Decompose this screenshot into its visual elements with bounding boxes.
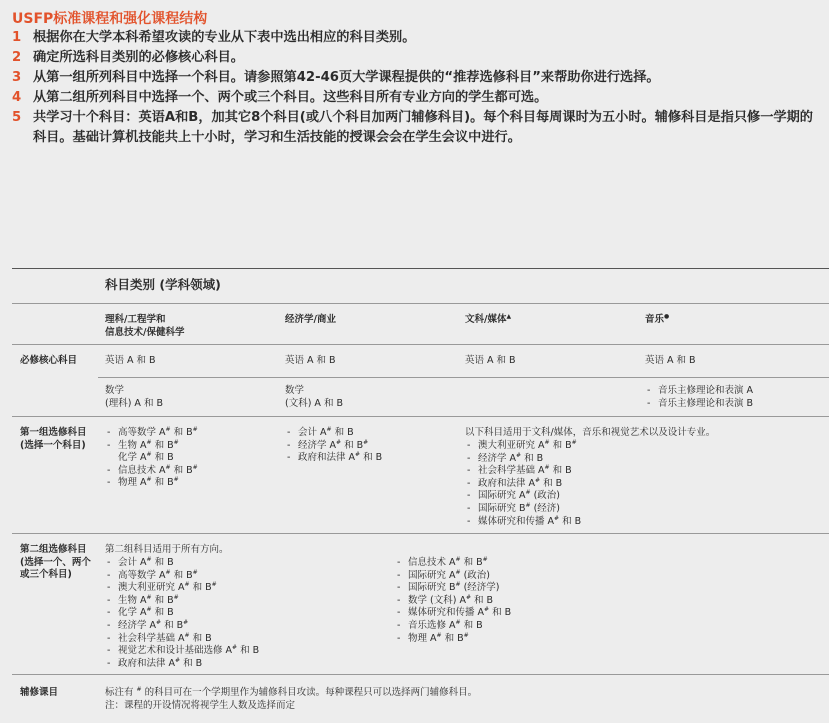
step-text: 从第一组所列科目中选择一个科目。请参照第42-46页大学课程提供的“推荐选修科目”来帮助你进行选择。 [33, 70, 660, 85]
step-text: 确定所选科目类别的必修核心科目。 [33, 50, 244, 65]
category-row [12, 304, 829, 345]
step-number: 2 [12, 50, 22, 65]
step-text: 共学习十个科目：英语A和B，加其它8个科目(或八个科目加两门辅修科目)。每个科目每周课时为五小时。辅修科目是指只修一学期的科目。基础计算机技能共上十小时，学习和生活技能的授课会会在学生会议中进行。 [33, 110, 813, 145]
step-2 [12, 48, 822, 68]
list-item: - 信息技术 A# 和 B# [395, 557, 511, 570]
list-item: - 政府和法律 A# 和 B [465, 478, 581, 491]
group1-label: 第一组选修科目 (选择一个科目) [20, 427, 87, 451]
group1-row [12, 417, 829, 534]
list-item: - 音乐选修 A# 和 B [395, 620, 511, 633]
group1-economics-list [285, 427, 382, 465]
step-4 [12, 88, 822, 108]
group1-arts-list [465, 440, 581, 528]
step-number: 4 [12, 90, 22, 105]
instruction-steps [12, 28, 822, 148]
list-item: - 政府和法律 A# 和 B [105, 658, 259, 671]
curriculum-table [12, 268, 829, 719]
list-item: - 国际研究 A# (政治) [465, 490, 581, 503]
group2-right-list [395, 557, 511, 645]
step-number: 1 [12, 30, 22, 45]
list-item: - 生物 A# 和 B# 化学 A# 和 B [105, 440, 198, 465]
core-divider [98, 377, 829, 378]
list-item: - 政府和法律 A# 和 B [285, 452, 382, 465]
minor-line-1: 标注有 # 的科目可在一个学期里作为辅修科目攻读。每种课程只可以选择两门辅修科目。 [105, 685, 478, 698]
core-row [12, 345, 829, 417]
core-label: 必修核心科目 [20, 355, 78, 366]
triangle-mark: ▲ [506, 312, 512, 320]
category-arts: 文科/媒体▲ [465, 312, 512, 325]
category-music: 音乐● [645, 312, 670, 325]
step-5 [12, 108, 822, 148]
list-item: - 物理 A# 和 B# [395, 633, 511, 646]
list-item: - 国际研究 B# (经济) [465, 503, 581, 516]
category-science: 理科/工程学和 信息技术/保健科学 [105, 314, 185, 338]
list-item: - 社会科学基础 A# 和 B [105, 633, 259, 646]
math-science: 数学 (理科) A 和 B [105, 385, 163, 409]
list-item: - 数学 (文科) A# 和 B [395, 595, 511, 608]
page-title: USFP标准课程和强化课程结构 [12, 11, 208, 27]
list-item: - 物理 A# 和 B# [105, 477, 198, 490]
list-item: - 音乐主修理论和表演 A [645, 385, 753, 398]
list-item: - 媒体研究和传播 A# 和 B [465, 516, 581, 529]
list-item: - 国际研究 B# (经济学) [395, 582, 511, 595]
group1-arts-note: 以下科目适用于文科/媒体，音乐和视觉艺术以及设计专业。 [465, 427, 716, 438]
step-number: 3 [12, 70, 22, 85]
step-3 [12, 68, 822, 88]
math-arts: 数学 (文科) A 和 B [285, 385, 343, 409]
table-header: 科目类别 (学科领域) [105, 277, 221, 292]
list-item: - 音乐主修理论和表演 B [645, 398, 753, 411]
list-item: - 会计 A# 和 B [285, 427, 382, 440]
english-arts: 英语 A 和 B [465, 355, 516, 366]
group2-note: 第二组科目适用于所有方向。 [105, 544, 229, 555]
list-item: - 经济学 A# 和 B# [285, 440, 382, 453]
group1-science-list [105, 427, 198, 490]
list-item: - 高等数学 A# 和 B# [105, 570, 259, 583]
list-item: - 澳大利亚研究 A# 和 B# [105, 582, 259, 595]
english-music: 英语 A 和 B [645, 355, 696, 366]
list-item: - 高等数学 A# 和 B# [105, 427, 198, 440]
list-item: - 会计 A# 和 B [105, 557, 259, 570]
minor-row [12, 675, 829, 719]
step-1 [12, 28, 822, 48]
category-economics: 经济学/商业 [285, 314, 336, 325]
list-item: - 视觉艺术和设计基础选修 A# 和 B [105, 645, 259, 658]
minor-label: 辅修课目 [20, 687, 59, 698]
minor-line-2: 注：课程的开设情况将视学生人数及选择而定 [105, 700, 296, 711]
music-core-list [645, 385, 753, 410]
list-item: - 澳大利亚研究 A# 和 B# [465, 440, 581, 453]
list-item: - 媒体研究和传播 A# 和 B [395, 607, 511, 620]
english-science: 英语 A 和 B [105, 355, 156, 366]
list-item: - 信息技术 A# 和 B# [105, 465, 198, 478]
step-text: 从第二组所列科目中选择一个、两个或三个科目。这些科目所有专业方向的学生都可选。 [33, 90, 548, 105]
list-item: - 经济学 A# 和 B [465, 453, 581, 466]
circle-mark: ● [664, 312, 670, 320]
list-item: - 经济学 A# 和 B# [105, 620, 259, 633]
step-text: 根据你在大学本科希望攻读的专业从下表中选出相应的科目类别。 [33, 30, 416, 45]
english-economics: 英语 A 和 B [285, 355, 336, 366]
list-item: - 生物 A# 和 B# [105, 595, 259, 608]
group2-row [12, 534, 829, 675]
table-header-row [12, 269, 829, 304]
group2-label: 第二组选修科目 (选择一个、两个 或三个科目) [20, 544, 91, 581]
step-number: 5 [12, 110, 22, 125]
list-item: - 社会科学基础 A# 和 B [465, 465, 581, 478]
list-item: - 国际研究 A# (政治) [395, 570, 511, 583]
group2-left-list [105, 557, 259, 670]
list-item: - 化学 A# 和 B [105, 607, 259, 620]
